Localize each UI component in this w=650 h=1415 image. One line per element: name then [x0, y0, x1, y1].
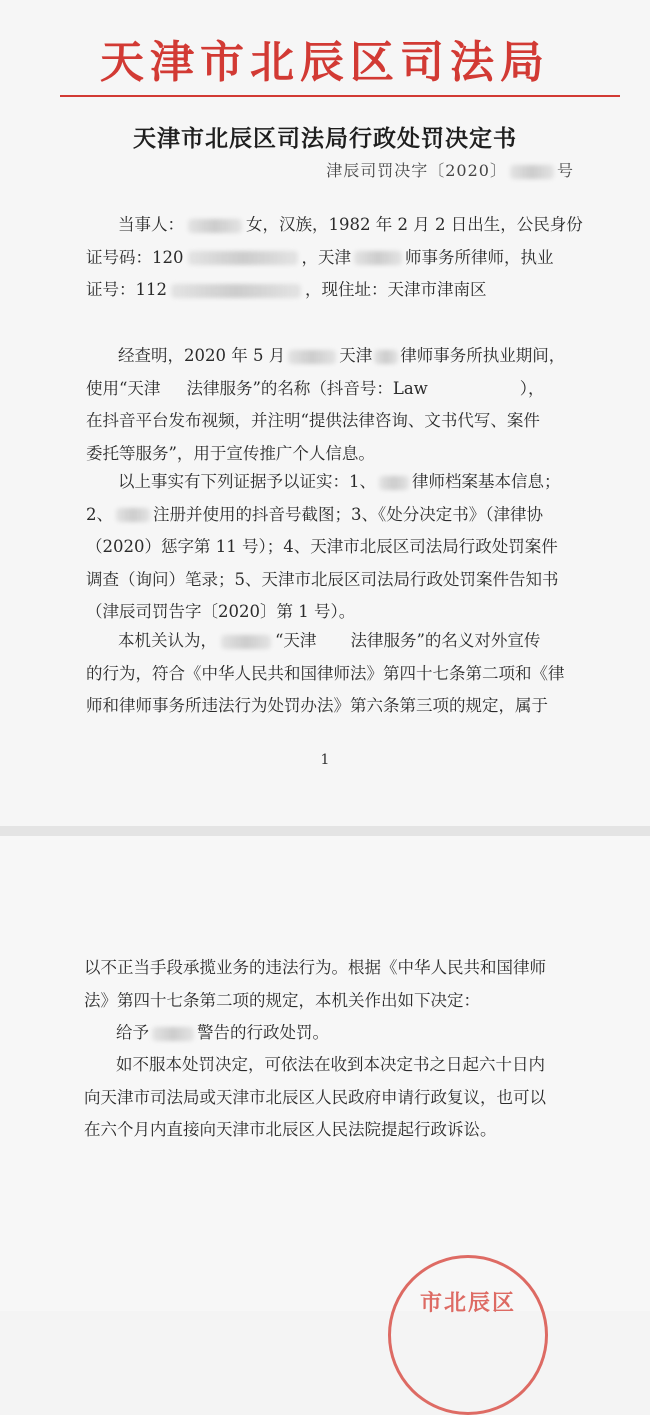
redaction	[354, 251, 402, 265]
document-number-suffix: 号	[556, 161, 574, 180]
ruling-paragraph	[86, 625, 586, 723]
appeal-text: 向天津市司法局或天津市北辰区人民政府申请行政复议，也可以	[84, 1087, 546, 1107]
party-paragraph	[86, 209, 586, 307]
facts-text: 使用“天津	[86, 378, 161, 398]
facts-paragraph	[86, 340, 586, 470]
penalty-text: 给予	[116, 1023, 149, 1042]
appeal-text: 如不服本处罚决定，可依法在收到本决定书之日起六十日内	[116, 1055, 545, 1074]
official-seal	[388, 1255, 548, 1415]
penalty-line	[116, 1017, 596, 1050]
party-text: 女，汉族，1982 年 2 月 2 日出生，公民身份	[246, 215, 583, 234]
redaction	[374, 350, 398, 364]
evidence-text: 2、	[86, 504, 113, 524]
redaction	[221, 635, 271, 649]
facts-text: ），	[519, 378, 545, 398]
facts-text: 经查明，2020 年 5 月	[118, 346, 286, 365]
facts-text: 律师事务所执业期间，	[400, 346, 566, 365]
evidence-paragraph	[86, 466, 586, 629]
redaction	[152, 1027, 194, 1041]
facts-text: 法律服务”的名称（抖音号：Law	[186, 378, 428, 398]
redaction	[188, 251, 298, 265]
seal-text: 市北辰区	[419, 1290, 516, 1316]
ruling-text: 法律服务”的名义对外宣传	[350, 631, 541, 650]
evidence-text: 调查（询问）笔录；5、天津市北辰区司法局行政处罚案件告知书	[86, 569, 559, 589]
evidence-text: 以上事实有下列证据予以证实：1、	[118, 472, 376, 491]
facts-text: 在抖音平台发布视频，并注明“提供法律咨询、文书代写、案件	[86, 411, 540, 430]
evidence-text: （2020）惩字第 11 号）；4、天津市北辰区司法局行政处罚案件	[86, 537, 558, 556]
ruling-text: 本机关认为，	[118, 631, 217, 650]
party-text: 证号码：120	[86, 247, 184, 267]
party-label: 当事人：	[118, 215, 184, 234]
decision-text: 以不正当手段承揽业务的违法行为。根据《中华人民共和国律师	[84, 958, 546, 977]
decision-text: 法》第四十七条第二项的规定，本机关作出如下决定：	[84, 990, 480, 1010]
redaction	[288, 350, 336, 364]
party-text: ，现住址：天津市津南区	[305, 280, 487, 299]
document-number	[326, 158, 574, 181]
ruling-text: “天津	[275, 631, 317, 650]
decision-paragraph	[84, 952, 594, 1017]
evidence-text: 注册并使用的抖音号截图；3、《处分决定书》（津律协	[153, 504, 543, 524]
appeal-text: 在六个月内直接向天津市北辰区人民法院提起行政诉讼。	[84, 1120, 497, 1139]
redaction	[188, 219, 242, 233]
facts-text: 委托等服务”，用于宣传推广个人信息。	[86, 443, 375, 463]
document-page-2	[0, 836, 650, 1311]
page-number: 1	[320, 752, 330, 768]
letterhead-divider	[60, 95, 620, 97]
letterhead-title: 天津市北辰区司法局	[100, 37, 550, 88]
appeal-paragraph	[84, 1049, 594, 1147]
penalty-text: 警告的行政处罚。	[197, 1023, 329, 1042]
document-title: 天津市北辰区司法局行政处罚决定书	[133, 125, 517, 152]
redaction	[171, 284, 301, 298]
redaction	[116, 508, 150, 522]
party-text: ，天津	[301, 247, 351, 267]
ruling-text: 师和律师事务所违法行为处罚办法》第六条第三项的规定，属于	[86, 696, 548, 715]
page-separator	[0, 826, 650, 836]
evidence-text: （津辰司罚告字〔2020〕第 1 号）。	[86, 602, 356, 621]
ruling-text: 的行为，符合《中华人民共和国律师法》第四十七条第二项和《律	[86, 663, 565, 683]
redaction	[510, 165, 554, 179]
party-text: 师事务所律师，执业	[405, 247, 554, 267]
redaction	[379, 476, 409, 490]
facts-text: 天津	[339, 346, 373, 365]
party-text: 证号：112	[86, 280, 167, 299]
evidence-text: 律师档案基本信息；	[412, 472, 561, 491]
document-number-text: 津辰司罚决字〔2020〕	[326, 161, 507, 180]
